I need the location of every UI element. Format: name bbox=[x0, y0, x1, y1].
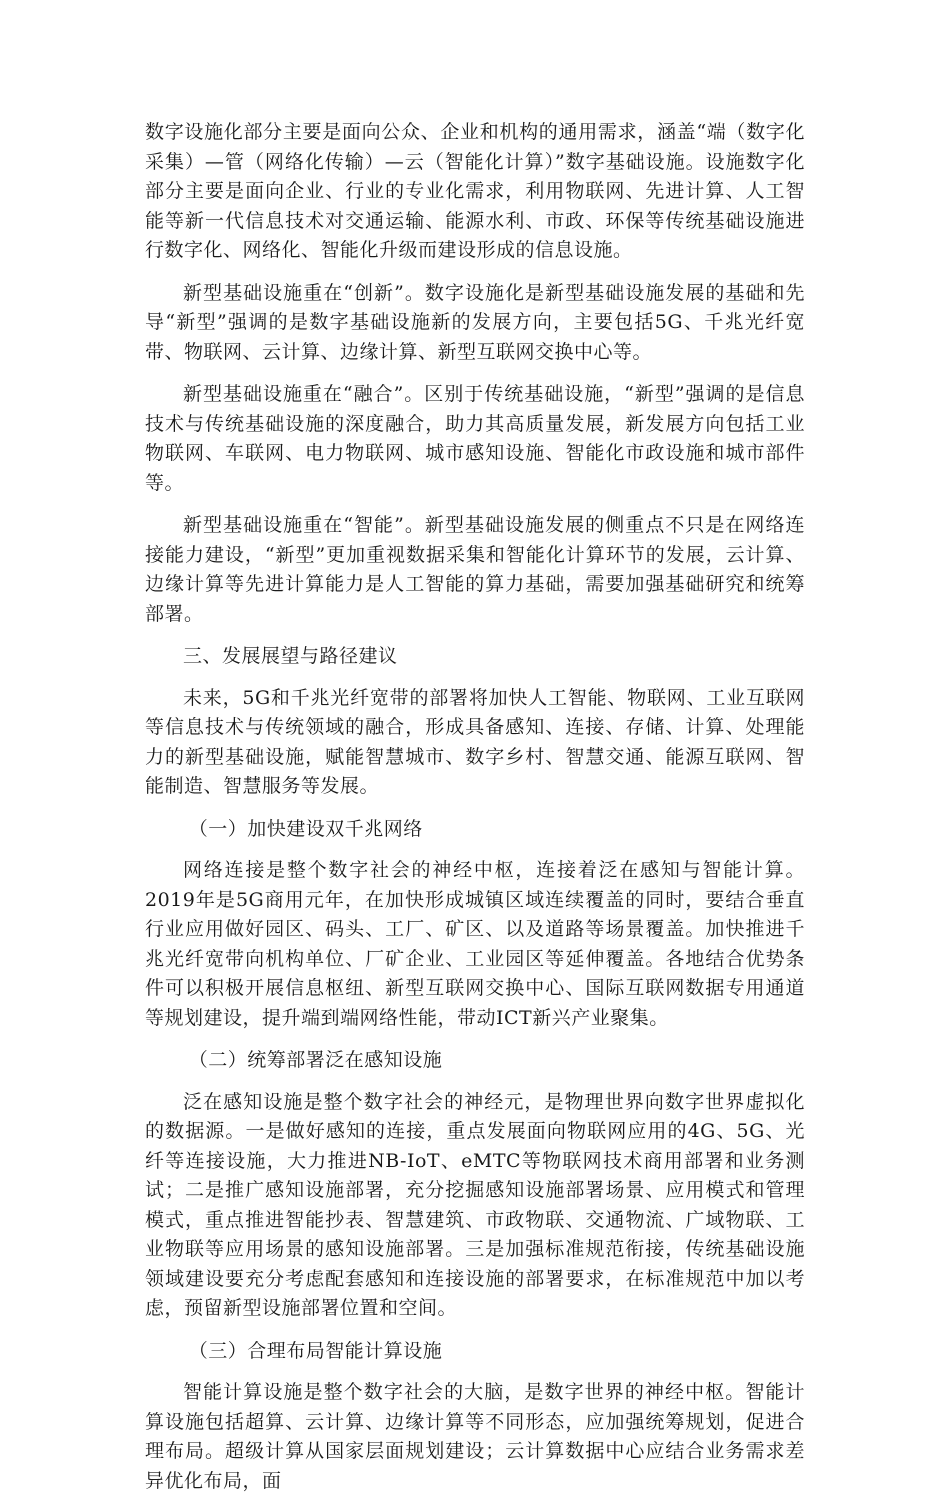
subheading-gigabit-network: （一）加快建设双千兆网络 bbox=[188, 817, 423, 840]
paragraph-computing: 智能计算设施是整个数字社会的大脑，是数字世界的神经中枢。智能计算设施包括超算、云计算、边缘计算等不同形态，应加强统筹规划，促进合理布局。超级计算从国家层面规划建设；云计算数据中心应结合业务需求差异优化布局，面 bbox=[145, 1381, 805, 1492]
paragraph-innovation: 新型基础设施重在“创新”。数字设施化是新型基础设施发展的基础和先导“新型”强调的是数字基础设施新的发展方向，主要包括5G、千兆光纤宽带、物联网、云计算、边缘计算、新型互联网交换中心等。 bbox=[145, 281, 805, 363]
section-heading-outlook: 三、发展展望与路径建议 bbox=[183, 645, 398, 667]
paragraph-integration: 新型基础设施重在“融合”。区别于传统基础设施，“新型”强调的是信息技术与传统基础设施的深度融合，助力其高质量发展，新发展方向包括工业物联网、车联网、电力物联网、城市感知设施、智能化市政设施和城市部件等。 bbox=[145, 383, 805, 494]
paragraph-future: 未来，5G和千兆光纤宽带的部署将加快人工智能、物联网、工业互联网等信息技术与传统领域的融合，形成具备感知、连接、存储、计算、处理能力的新型基础设施，赋能智慧城市、数字乡村、智慧交通、能源互联网、智能制造、智慧服务等发展。 bbox=[145, 686, 805, 797]
subheading-computing-facilities: （三）合理布局智能计算设施 bbox=[188, 1339, 443, 1362]
paragraph-intelligence: 新型基础设施重在“智能”。新型基础设施发展的侧重点不只是在网络连接能力建设，“新型”更加重视数据采集和智能化计算环节的发展，云计算、边缘计算等先进计算能力是人工智能的算力基础，需要加强基础研究和统筹部署。 bbox=[145, 514, 805, 625]
subheading-sensing-facilities: （二）统筹部署泛在感知设施 bbox=[188, 1049, 443, 1071]
paragraph-digital-facilities: 数字设施化部分主要是面向公众、企业和机构的通用需求，涵盖“端（数字化采集）—管（网络化传输）—云（智能化计算）”数字基础设施。设施数字化部分主要是面向企业、行业的专业化需求，利用物联网、先进计算、人工智能等新一代信息技术对交通运输、能源水利、市政、环保等传统基础设施进行数字化、网络化、智能化升级而建设形成的信息设施。 bbox=[145, 121, 805, 261]
paragraph-network: 网络连接是整个数字社会的神经中枢，连接着泛在感知与智能计算。2019年是5G商用元年，在加快形成城镇区域连续覆盖的同时，要结合垂直行业应用做好园区、码头、工厂、矿区、以及道路等场景覆盖。加快推进千兆光纤宽带向机构单位、厂矿企业、工业园区等延伸覆盖。各地结合优势条件可以积极开展信息枢纽、新型互联网交换中心、国际互联网数据专用通道等规划建设，提升端到端网络性能，带动ICT新兴产业聚集。 bbox=[145, 859, 805, 1029]
paragraph-sensing: 泛在感知设施是整个数字社会的神经元，是物理世界向数字世界虚拟化的数据源。一是做好感知的连接，重点发展面向物联网应用的4G、5G、光纤等连接设施，大力推进NB-IoT、eMTC等物联网技术商用部署和业务测试；二是推广感知设施部署，充分挖掘感知设施部署场景、应用模式和管理模式，重点推进智能抄表、智慧建筑、市政物联、交通物流、广域物联、工业物联等应用场景的感知设施部署。三是加强标准规范衔接，传统基础设施领域建设要充分考虑配套感知和连接设施的部署要求，在标准规范中加以考虑，预留新型设施部署位置和空间。 bbox=[145, 1090, 805, 1319]
